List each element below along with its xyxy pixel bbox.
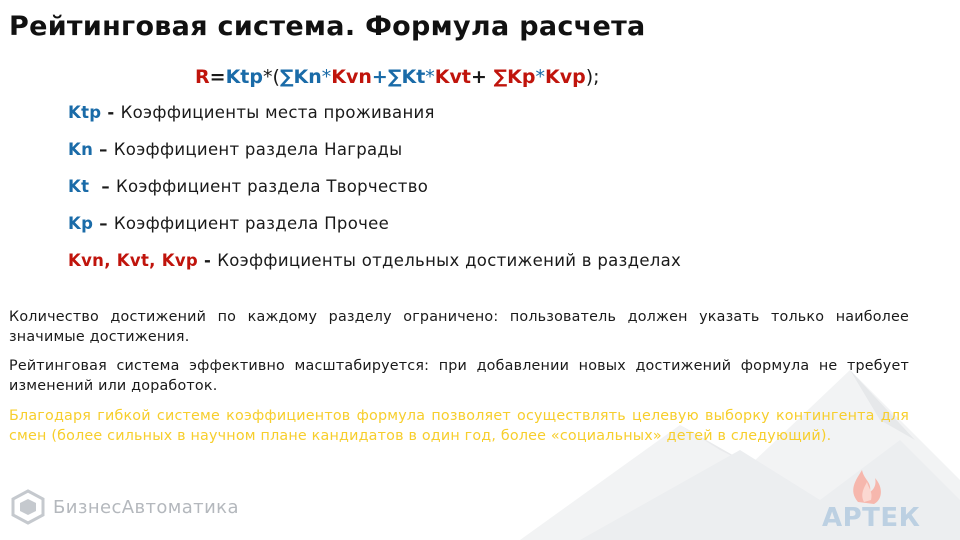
formula-part: + [371, 66, 388, 88]
formula-part: R [195, 66, 210, 88]
definition-text: Коэффициенты отдельных достижений в разделах [217, 251, 682, 270]
formula-part: = [209, 66, 226, 88]
definition-separator: – [93, 214, 114, 233]
artek-watermark-text: АРТЕК [822, 503, 921, 533]
definition-key: Kvn, Kvt, Kvp [68, 251, 198, 270]
definition-item [68, 103, 681, 140]
definition-text: Коэффициент раздела Прочее [113, 214, 390, 233]
definition-text: Коэффициенты места проживания [120, 103, 435, 122]
definition-key: Kp [68, 214, 94, 233]
definition-separator: - [198, 251, 218, 270]
definition-text: Коэффициент раздела Награды [113, 140, 403, 159]
definition-separator: – [93, 140, 114, 159]
formula-part: ∑Kt [387, 66, 426, 88]
formula-part: ∑Kn [279, 66, 322, 88]
paragraph-limits: Количество достижений по каждому разделу ограничено: пользователь должен указать только наиболее значимые достижения. [9, 309, 909, 345]
definition-separator: – [89, 177, 116, 196]
formula-part: ∑Kp [493, 66, 536, 88]
formula-part: * [535, 66, 546, 88]
formula-part: + [471, 66, 494, 88]
logo-text: БизнесАвтоматика [53, 496, 239, 518]
page-title: Рейтинговая система. Формула расчета [9, 11, 646, 42]
definition-item [68, 251, 681, 288]
cube-icon [11, 489, 45, 525]
paragraph-flexibility: Благодаря гибкой системе коэффициентов формула позволяет осуществлять целевую выборку контингента для смен (более сильных в научном плане кандидатов в один год, более «социальных» детей в следующий). [9, 408, 909, 444]
formula-part: *( [262, 66, 280, 88]
definition-key: Kt [68, 177, 90, 196]
paragraph-scaling: Рейтинговая система эффективно масштабируется: при добавлении новых достижений формула не требует изменений или доработок. [9, 358, 909, 394]
definition-separator: - [101, 103, 121, 122]
formula-part: * [425, 66, 435, 88]
definition-list [68, 103, 681, 288]
definition-item [68, 177, 681, 214]
formula-part: Kvt [434, 66, 471, 88]
formula-part: Ktp [225, 66, 263, 88]
rating-formula [195, 66, 600, 88]
definition-text: Коэффициент раздела Творчество [115, 177, 429, 196]
formula-part: Kvn [331, 66, 372, 88]
formula-part: ); [585, 66, 600, 88]
definition-key: Kn [68, 140, 94, 159]
company-logo [11, 487, 239, 527]
definition-item [68, 214, 681, 251]
definition-item [68, 140, 681, 177]
definition-key: Ktp [68, 103, 102, 122]
formula-part: * [321, 66, 332, 88]
formula-part: Kvp [545, 66, 586, 88]
